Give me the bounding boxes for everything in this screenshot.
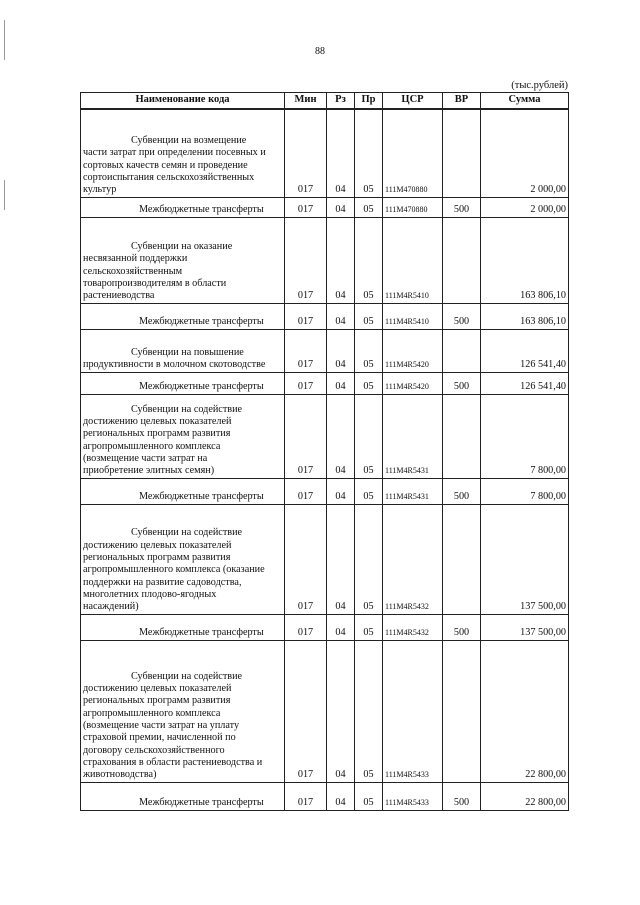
- table-row: [81, 303, 569, 329]
- cell-sum: 126 541,40: [481, 372, 569, 394]
- table-header-row: [81, 93, 569, 110]
- cell-vr: 500: [443, 478, 481, 504]
- cell-pr: 05: [355, 504, 383, 614]
- cell-name-line: товаропроизводителям в области: [83, 277, 227, 289]
- cell-rz: 04: [327, 109, 355, 197]
- cell-vr: [443, 329, 481, 372]
- cell-rz: 04: [327, 394, 355, 478]
- cell-sum: 2 000,00: [481, 197, 569, 217]
- cell-name: [81, 478, 285, 504]
- cell-name-line: страховой премии, начисленной по: [83, 732, 236, 744]
- cell-min: 017: [285, 478, 327, 504]
- cell-name: [81, 782, 285, 810]
- cell-name-line: агропромышленного комплекса (оказание: [83, 564, 265, 576]
- cell-rz: 04: [327, 372, 355, 394]
- cell-sum: 22 800,00: [481, 640, 569, 782]
- cell-min: 017: [285, 782, 327, 810]
- cell-name-line: животноводства): [83, 769, 157, 781]
- cell-name: [81, 303, 285, 329]
- cell-vr: [443, 504, 481, 614]
- cell-name-line: Субвенции на содействие: [131, 670, 243, 682]
- cell-vr: [443, 217, 481, 303]
- cell-csr: 111М4R5410: [383, 217, 443, 303]
- cell-min: 017: [285, 394, 327, 478]
- cell-csr: 111М4R5431: [383, 478, 443, 504]
- cell-sum: 137 500,00: [481, 504, 569, 614]
- cell-csr: 111М4R5410: [383, 303, 443, 329]
- cell-rz: 04: [327, 478, 355, 504]
- cell-rz: 04: [327, 217, 355, 303]
- cell-pr: 05: [355, 614, 383, 640]
- cell-name-line: многолетних плодово-ягодных: [83, 588, 217, 600]
- cell-name-line: несвязанной поддержки: [83, 253, 188, 265]
- cell-vr: [443, 640, 481, 782]
- cell-name-line: достижению целевых показателей: [83, 539, 232, 551]
- header-sum: Сумма: [481, 93, 569, 110]
- cell-csr: 111М4R5432: [383, 504, 443, 614]
- cell-csr: 111М4R5420: [383, 372, 443, 394]
- cell-name-line: Субвенции на возмещение: [131, 135, 247, 147]
- cell-sum: 2 000,00: [481, 109, 569, 197]
- scan-edge-mark: [4, 180, 5, 210]
- cell-min: 017: [285, 504, 327, 614]
- cell-name: [81, 614, 285, 640]
- cell-vr: 500: [443, 303, 481, 329]
- table-row: [81, 478, 569, 504]
- cell-name: [81, 372, 285, 394]
- cell-vr: [443, 394, 481, 478]
- cell-rz: 04: [327, 303, 355, 329]
- cell-csr: 111М4R5433: [383, 782, 443, 810]
- cell-pr: 05: [355, 640, 383, 782]
- cell-min: 017: [285, 303, 327, 329]
- cell-rz: 04: [327, 504, 355, 614]
- cell-csr: 111М470880: [383, 109, 443, 197]
- cell-vr: [443, 109, 481, 197]
- table-row: [81, 217, 569, 303]
- cell-name-line: достижению целевых показателей: [83, 416, 232, 428]
- table-row: [81, 372, 569, 394]
- cell-min: 017: [285, 329, 327, 372]
- cell-name-line: (возмещение части затрат на: [83, 452, 208, 464]
- cell-name-line: сортоиспытания сельскохозяйственных: [83, 171, 255, 183]
- header-pr: Пр: [355, 93, 383, 110]
- cell-pr: 05: [355, 109, 383, 197]
- table-row: [81, 329, 569, 372]
- cell-name-line: Межбюджетные трансферты: [139, 491, 264, 503]
- cell-vr: 500: [443, 614, 481, 640]
- table-row: [81, 394, 569, 478]
- cell-name-line: Субвенции на содействие: [131, 403, 243, 415]
- cell-name-line: Субвенции на повышение: [131, 346, 244, 358]
- cell-sum: 163 806,10: [481, 303, 569, 329]
- cell-sum: 163 806,10: [481, 217, 569, 303]
- cell-min: 017: [285, 614, 327, 640]
- cell-pr: 05: [355, 372, 383, 394]
- cell-name-line: Межбюджетные трансферты: [139, 381, 264, 393]
- cell-pr: 05: [355, 217, 383, 303]
- cell-name-line: части затрат при определении посевных и: [83, 147, 266, 159]
- budget-table: [80, 92, 569, 811]
- cell-sum: 7 800,00: [481, 394, 569, 478]
- cell-pr: 05: [355, 782, 383, 810]
- cell-name-line: агропромышленного комплекса: [83, 707, 221, 719]
- cell-name-line: Межбюджетные трансферты: [139, 797, 264, 809]
- units-label: (тыс.рублей): [511, 80, 568, 91]
- cell-pr: 05: [355, 197, 383, 217]
- cell-vr: 500: [443, 372, 481, 394]
- cell-csr: 111М4R5433: [383, 640, 443, 782]
- cell-min: 017: [285, 640, 327, 782]
- cell-name-line: региональных программ развития: [83, 428, 231, 440]
- cell-vr: 500: [443, 197, 481, 217]
- cell-name-line: достижению целевых показателей: [83, 683, 232, 695]
- cell-name-line: региональных программ развития: [83, 552, 231, 564]
- cell-csr: 111М4R5420: [383, 329, 443, 372]
- cell-csr: 111М4R5432: [383, 614, 443, 640]
- table-row: [81, 504, 569, 614]
- cell-name: [81, 504, 285, 614]
- cell-sum: 137 500,00: [481, 614, 569, 640]
- cell-rz: 04: [327, 614, 355, 640]
- header-name: Наименование кода: [81, 93, 285, 110]
- cell-name-line: Субвенции на содействие: [131, 527, 243, 539]
- cell-name-line: Межбюджетные трансферты: [139, 316, 264, 328]
- cell-pr: 05: [355, 303, 383, 329]
- cell-name-line: культур: [83, 184, 117, 196]
- cell-sum: 7 800,00: [481, 478, 569, 504]
- cell-min: 017: [285, 372, 327, 394]
- cell-name-line: сортовых качеств семян и проведение: [83, 159, 248, 171]
- cell-name: [81, 217, 285, 303]
- header-csr: ЦСР: [383, 93, 443, 110]
- cell-min: 017: [285, 197, 327, 217]
- cell-rz: 04: [327, 782, 355, 810]
- cell-pr: 05: [355, 478, 383, 504]
- cell-name-line: Субвенции на оказание: [131, 241, 233, 253]
- cell-name-line: поддержки на развитие садоводства,: [83, 576, 242, 588]
- header-vr: ВР: [443, 93, 481, 110]
- cell-sum: 126 541,40: [481, 329, 569, 372]
- table-row: [81, 197, 569, 217]
- header-min: Мин: [285, 93, 327, 110]
- table-row: [81, 640, 569, 782]
- cell-name-line: Межбюджетные трансферты: [139, 627, 264, 639]
- cell-name-line: сельскохозяйственным: [83, 265, 183, 277]
- cell-sum: 22 800,00: [481, 782, 569, 810]
- cell-name-line: растениеводства: [83, 290, 155, 302]
- header-rz: Рз: [327, 93, 355, 110]
- page-number: 88: [315, 46, 325, 57]
- cell-name-line: (возмещение части затрат на уплату: [83, 720, 240, 732]
- cell-name-line: продуктивности в молочном скотоводстве: [83, 359, 266, 371]
- cell-name-line: Межбюджетные трансферты: [139, 204, 264, 216]
- cell-name: [81, 640, 285, 782]
- table-row: [81, 782, 569, 810]
- cell-name-line: региональных программ развития: [83, 695, 231, 707]
- cell-rz: 04: [327, 197, 355, 217]
- table-body: [81, 109, 569, 810]
- cell-min: 017: [285, 109, 327, 197]
- cell-name: [81, 109, 285, 197]
- table-row: [81, 614, 569, 640]
- cell-csr: 111М4R5431: [383, 394, 443, 478]
- cell-csr: 111М470880: [383, 197, 443, 217]
- cell-name: [81, 329, 285, 372]
- cell-name-line: страхования в области растениеводства и: [83, 756, 263, 768]
- cell-pr: 05: [355, 394, 383, 478]
- cell-name: [81, 394, 285, 478]
- cell-rz: 04: [327, 640, 355, 782]
- cell-vr: 500: [443, 782, 481, 810]
- cell-name: [81, 197, 285, 217]
- cell-name-line: договору сельскохозяйственного: [83, 744, 225, 756]
- cell-name-line: агропромышленного комплекса: [83, 440, 221, 452]
- cell-rz: 04: [327, 329, 355, 372]
- cell-name-line: насаждений): [83, 601, 139, 613]
- cell-min: 017: [285, 217, 327, 303]
- cell-pr: 05: [355, 329, 383, 372]
- cell-name-line: приобретение элитных семян): [83, 465, 215, 477]
- table-row: [81, 109, 569, 197]
